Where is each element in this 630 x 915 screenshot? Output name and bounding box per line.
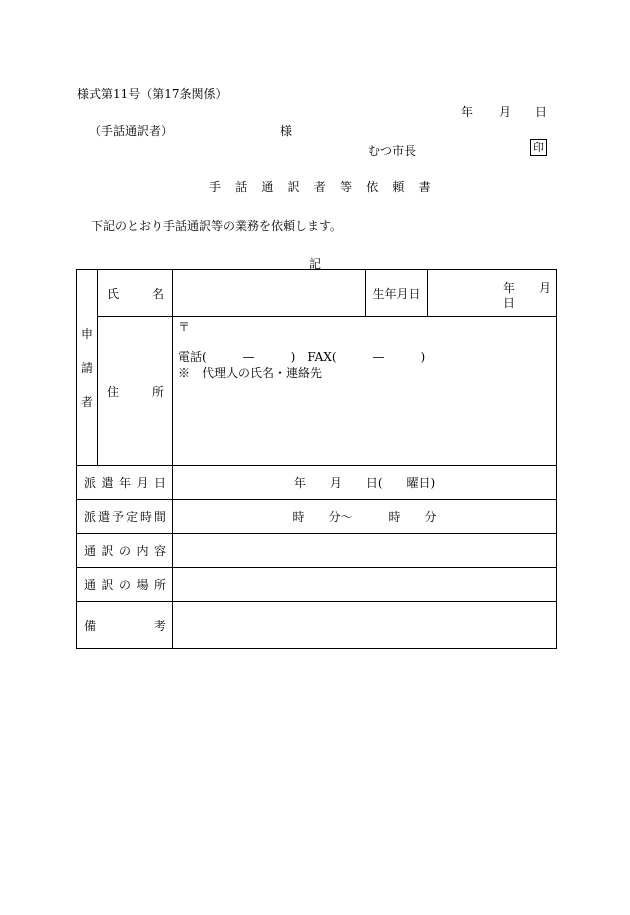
lbl-char: 時 — [139, 510, 152, 524]
dispatch-time-label — [77, 500, 173, 534]
lbl-char: 年 — [118, 476, 131, 490]
address-label-char-2: 所 — [151, 384, 164, 399]
lbl-char: 容 — [153, 544, 166, 558]
address-field[interactable] — [173, 317, 557, 466]
remarks-row — [77, 602, 557, 649]
lbl-char: 遣 — [101, 476, 114, 490]
lbl-char: 内 — [136, 544, 149, 558]
applicant-char-2: 請 — [80, 360, 93, 375]
name-label-char-1: 氏 — [107, 286, 120, 301]
body-text: 下記のとおり手話通訳等の業務を依頼します。 — [91, 219, 343, 233]
name-label — [98, 270, 173, 317]
interpretation-content-field[interactable] — [173, 534, 557, 568]
lbl-char: 訳 — [101, 578, 114, 592]
addressee: （手話通訳者） — [89, 124, 174, 138]
dispatch-time-field[interactable]: 時 分～ 時 分 — [173, 500, 557, 534]
ki-marker: 記 — [309, 257, 322, 271]
dispatch-time-row — [77, 500, 557, 534]
name-field[interactable] — [173, 270, 366, 317]
proxy-note: ※ 代理人の氏名・連絡先 — [178, 366, 323, 380]
form-number: 様式第11号（第17条関係） — [77, 87, 228, 101]
lbl-char: の — [118, 578, 131, 592]
date-month-label: 月 — [499, 105, 512, 119]
name-row — [77, 270, 557, 317]
applicant-char-3: 者 — [80, 394, 93, 409]
interpretation-content-label — [77, 534, 173, 568]
lbl-char: 場 — [136, 578, 149, 592]
seal-mark: 印 — [530, 139, 547, 156]
interpretation-place-label — [77, 568, 173, 602]
applicant-char-1: 申 — [80, 326, 93, 341]
lbl-char: 間 — [153, 510, 166, 524]
address-label — [98, 317, 173, 466]
issuer: むつ市長 — [368, 144, 417, 158]
honorific: 様 — [280, 124, 293, 138]
address-label-char-1: 住 — [107, 384, 120, 399]
request-form-table — [76, 269, 557, 649]
postal-mark: 〒 — [178, 320, 191, 334]
lbl-char: の — [118, 544, 131, 558]
lbl-char: 備 — [84, 618, 97, 633]
lbl-char: 遣 — [97, 510, 110, 524]
remarks-label — [77, 602, 173, 649]
birthdate-field[interactable] — [428, 270, 557, 317]
remarks-field[interactable] — [173, 602, 557, 649]
birthdate-label: 生年月日 — [366, 270, 428, 317]
lbl-char: 通 — [84, 578, 97, 592]
birth-day-label: 日 — [503, 296, 516, 310]
document-title: 手話通訳者等依頼書 — [209, 180, 445, 194]
interpretation-content-row — [77, 534, 557, 568]
date-day-label: 日 — [535, 105, 548, 119]
dispatch-date-field[interactable]: 年 月 日( 曜日) — [173, 466, 557, 500]
lbl-char: 考 — [153, 618, 166, 633]
lbl-char: 日 — [153, 476, 166, 490]
lbl-char: 派 — [84, 476, 97, 490]
lbl-char: 派 — [84, 510, 97, 524]
applicant-label — [77, 270, 98, 466]
date-year-label: 年 — [461, 105, 474, 119]
phone-fax-line: 電話( — ) FAX( — ) — [178, 350, 426, 364]
lbl-char: 予 — [111, 510, 124, 524]
dispatch-date-row — [77, 466, 557, 500]
interpretation-place-row — [77, 568, 557, 602]
name-label-char-2: 名 — [151, 286, 164, 301]
lbl-char: 月 — [136, 476, 149, 490]
lbl-char: 所 — [153, 578, 166, 592]
address-row — [77, 317, 557, 466]
interpretation-place-field[interactable] — [173, 568, 557, 602]
lbl-char: 訳 — [101, 544, 114, 558]
lbl-char: 定 — [125, 510, 138, 524]
lbl-char: 通 — [84, 544, 97, 558]
dispatch-date-label — [77, 466, 173, 500]
birth-year-label: 年 — [503, 281, 516, 295]
birth-month-label: 月 — [539, 281, 552, 295]
